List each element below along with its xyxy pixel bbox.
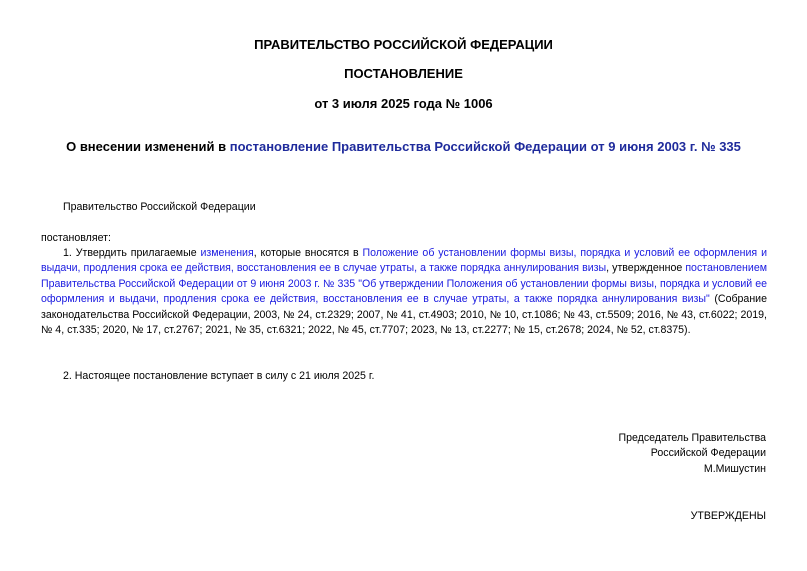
- item-1-text-d: (Собрание законодательства Российской Федерации, 2003, № 24, ст.2329; 2007, № 41, ст.4903; 2010, № 10, ст.1086; № 43, ст.5509; 2016, № 43, ст.6022; 2019, № 4, ст.335; 2020, № 17, ст.2767; 2021, № 35, ст.6321; 2022, № 45, ст.7707; 2023, № 13, ст.2277; № 15, ст.2678; 2024, № 52, ст.8375).: [41, 293, 767, 337]
- document-type-heading: ПОСТАНОВЛЕНИЕ: [344, 66, 463, 81]
- signature-title: Председатель Правительства: [618, 432, 766, 444]
- link-amendments[interactable]: изменения: [200, 247, 254, 259]
- approved-label: УТВЕРЖДЕНЫ: [690, 510, 766, 522]
- item-1-paragraph: [41, 246, 767, 338]
- signature-name: М.Мишустин: [703, 462, 766, 475]
- title-link-decree-335[interactable]: постановление Правительства Российской Федерации от 9 июня 2003 г. № 335: [229, 139, 741, 154]
- item-1-text-c: , утвержденное: [606, 262, 686, 275]
- government-heading: ПРАВИТЕЛЬСТВО РОССИЙСКОЙ ФЕДЕРАЦИИ: [254, 37, 553, 52]
- link-visa-regulation[interactable]: Положение об установлении формы визы, порядка и условий ее оформления и выдачи, продления срока ее действия, восстановления ее в случае утраты, а также порядка аннулирования визы: [41, 247, 767, 275]
- signature-block: [618, 431, 766, 477]
- link-decree-335[interactable]: постановлением Правительства Российской Федерации от 9 июня 2003 г. № 335 "Об утверждении Положения об установлении формы визы, порядка и условий ее оформления и выдачи, продления срока ее действия, восстановления ее в случае утраты, а также порядка аннулирования визы": [41, 262, 768, 306]
- title-prefix: О внесении изменений в: [66, 139, 230, 154]
- decrees-line: постановляет:: [41, 232, 111, 244]
- government-line: Правительство Российской Федерации: [63, 201, 256, 213]
- signature-org: Российской Федерации: [650, 447, 766, 460]
- item-2-paragraph: 2. Настоящее постановление вступает в силу с 21 июля 2025 г.: [63, 370, 375, 382]
- date-number-heading: от 3 июля 2025 года № 1006: [314, 96, 493, 111]
- item-1-text-b: , которые вносятся в: [253, 247, 363, 259]
- item-1-text-a: 1. Утвердить прилагаемые: [63, 247, 201, 259]
- document-title: [0, 139, 807, 155]
